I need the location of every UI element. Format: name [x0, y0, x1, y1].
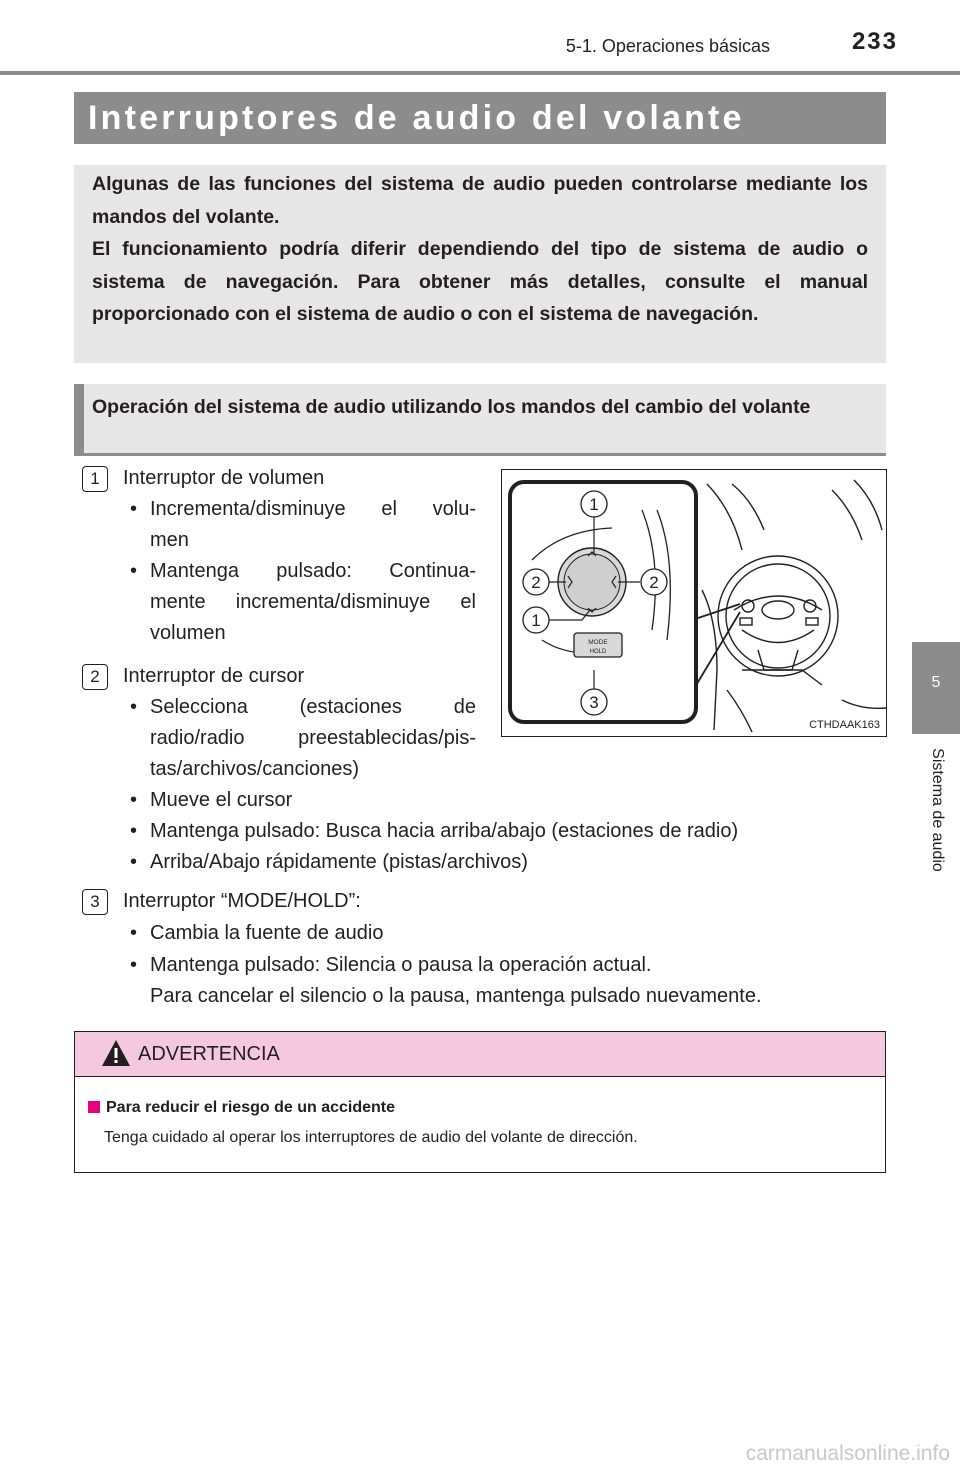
list-item: • Mantenga pulsado: Busca hacia arriba/abajo (estaciones de radio) — [130, 816, 738, 847]
bullet-line: Cambia la fuente de audio — [150, 922, 384, 944]
bullet-line: mente incrementa/disminuye el — [150, 591, 476, 613]
item-number-3: 3 — [82, 889, 108, 915]
subheading-accent-bar — [74, 384, 84, 454]
bullet-line: radio/radio preestablecidas/pis- — [150, 727, 476, 749]
warning-square-icon — [88, 1101, 100, 1113]
page-number: 233 — [851, 28, 898, 55]
bullet-line: Selecciona (estaciones de — [150, 696, 476, 718]
warning-body: Tenga cuidado al operar los interruptores de audio del volante de dirección. — [104, 1129, 638, 1146]
callout-2-right: 2 — [649, 573, 659, 592]
subheading: Operación del sistema de audio utilizando los mandos del cambio del volante — [92, 396, 811, 418]
list-item: • Cambia la fuente de audio — [130, 918, 384, 949]
intro-text — [92, 168, 868, 331]
bullet-line: Mueve el cursor — [150, 789, 293, 811]
list-item: • Selecciona (estaciones de radio/radio preestablecidas/pis- tas/archivos/canciones) — [130, 692, 476, 785]
header-rule — [0, 71, 960, 75]
steering-wheel-illustration — [501, 469, 887, 737]
subheading-rule — [74, 453, 886, 456]
watermark: carmanualsonline.info — [745, 1442, 950, 1465]
steering-wheel-drawing — [502, 470, 886, 736]
item-title-3: Interruptor “MODE/HOLD”: — [123, 890, 361, 912]
page-title: Interruptores de audio del volante — [88, 99, 745, 137]
list-item: • Mantenga pulsado: Continua- mente incrementa/disminuye el volumen — [130, 556, 476, 649]
section-heading: 5-1. Operaciones básicas — [565, 36, 770, 56]
hold-button-label: HOLD — [589, 649, 607, 655]
item-title-1: Interruptor de volumen — [123, 467, 325, 489]
callout-2-left: 2 — [531, 573, 541, 592]
bullet-line: volumen — [150, 622, 226, 644]
item-number-1: 1 — [82, 466, 108, 492]
callout-1-bottom: 1 — [531, 611, 541, 630]
bullet-line: Arriba/Abajo rápidamente (pistas/archivos) — [150, 851, 528, 873]
bullet-line: Mantenga pulsado: Silencia o pausa la operación actual. — [150, 954, 652, 976]
warning-triangle-icon — [100, 1038, 132, 1068]
item-title-2: Interruptor de cursor — [123, 665, 305, 687]
bullet-line: Incrementa/disminuye el volu- — [150, 498, 476, 520]
list-item: • Mantenga pulsado: Silencia o pausa la operación actual. Para cancelar el silencio o la pausa, mantenga pulsado nuevamente. — [130, 950, 762, 1012]
bullet-line: Mantenga pulsado: Busca hacia arriba/abajo (estaciones de radio) — [150, 820, 739, 842]
intro-paragraph-2: El funcionamiento podría diferir dependiendo del tipo de sistema de audio o sistema de navegación. Para obtener más detalles, consulte el manual proporcionado con el sistema de audio o con el sistema de navegación. — [92, 238, 868, 326]
chapter-tab[interactable]: 5 — [912, 642, 960, 734]
item-number-2: 2 — [82, 664, 108, 690]
intro-paragraph-1: Algunas de las funciones del sistema de audio pueden controlarse mediante los mandos del volante. — [92, 173, 868, 228]
bullet-line: Para cancelar el silencio o la pausa, mantenga pulsado nuevamente. — [150, 985, 762, 1007]
chapter-tab-label: Sistema de audio — [929, 748, 946, 872]
callout-3: 3 — [589, 693, 599, 712]
list-item: • Mueve el cursor — [130, 785, 292, 816]
bullet-line: men — [150, 529, 189, 551]
warning-subtitle: Para reducir el riesgo de un accidente — [106, 1099, 395, 1116]
mode-button-label: MODE — [588, 639, 608, 646]
bullet-line: Mantenga pulsado: Continua- — [150, 560, 476, 582]
list-item: • Arriba/Abajo rápidamente (pistas/archivos) — [130, 847, 528, 878]
illustration-code: CTHDAAK163 — [809, 719, 880, 731]
callout-1-top: 1 — [589, 495, 599, 514]
bullet-line: tas/archivos/canciones) — [150, 758, 359, 780]
warning-title: ADVERTENCIA — [138, 1043, 280, 1065]
list-item: • Incrementa/disminuye el volu- men — [130, 494, 476, 556]
